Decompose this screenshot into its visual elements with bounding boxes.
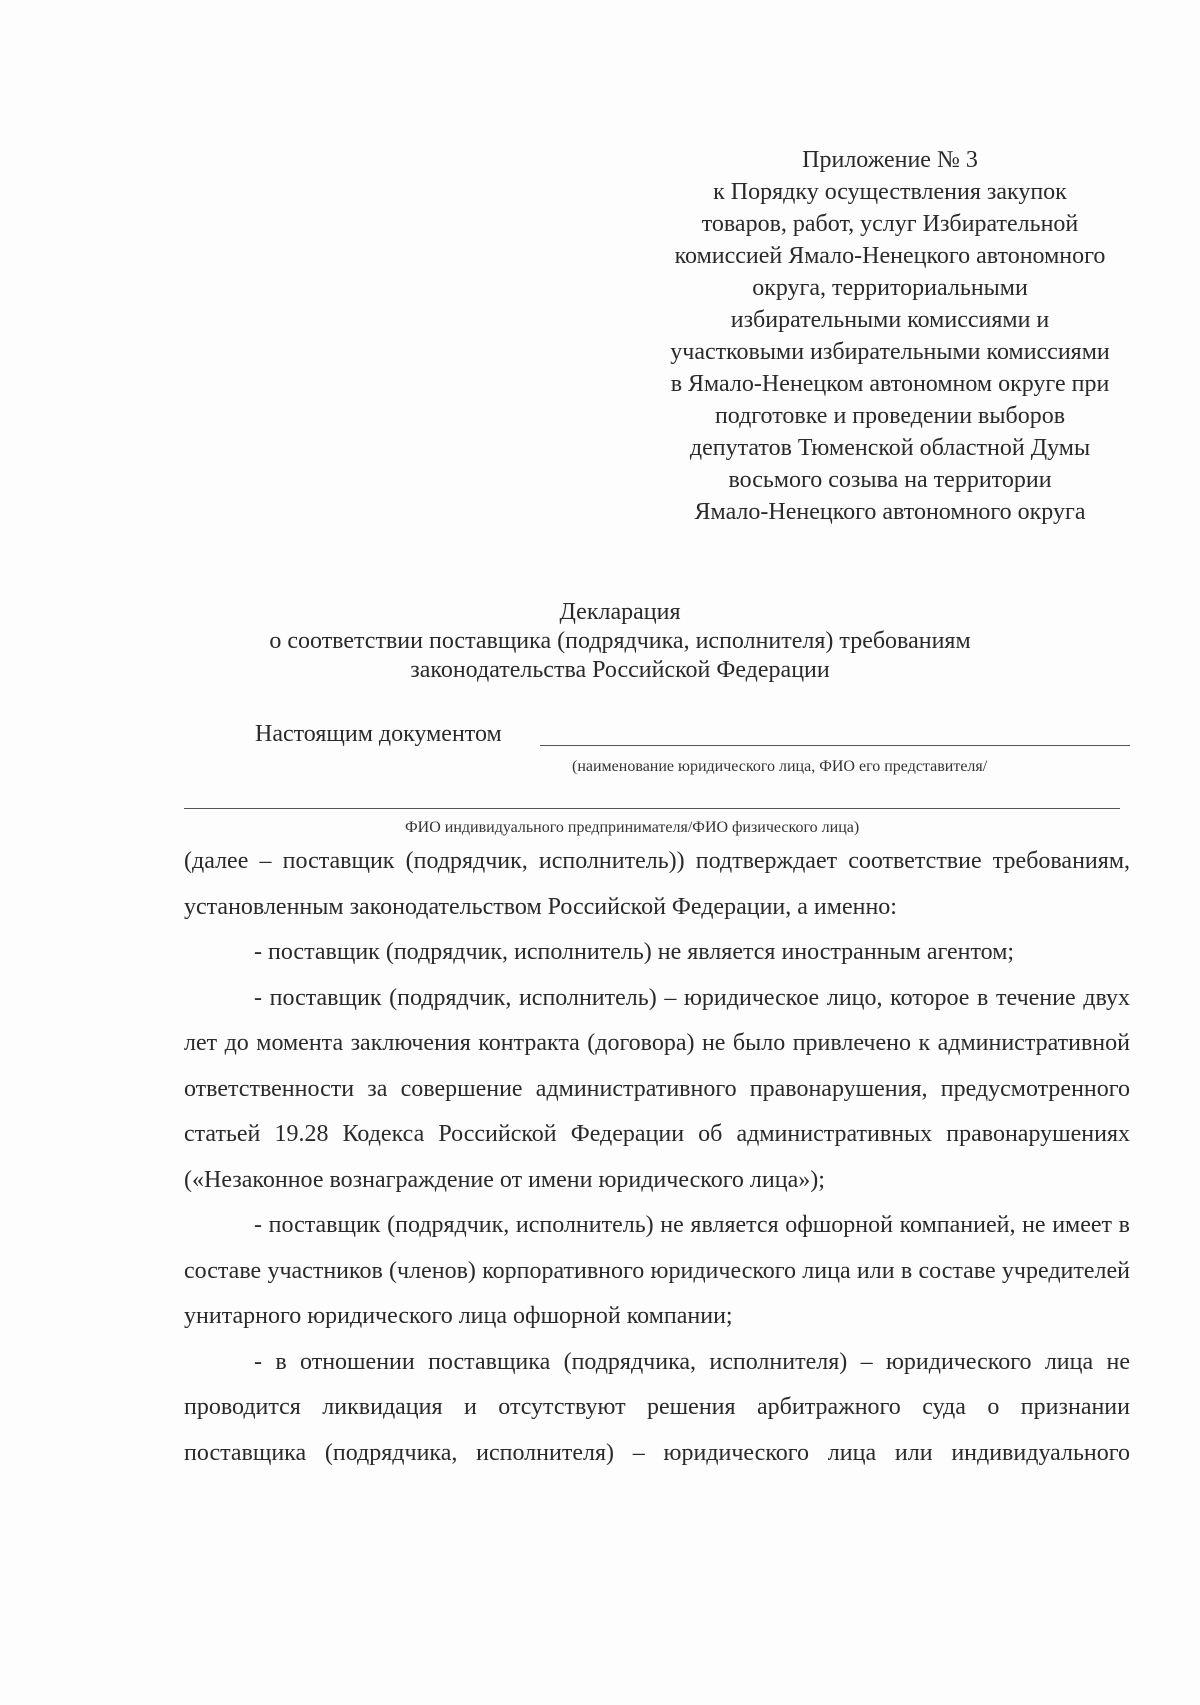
appendix-line: округа, территориальными xyxy=(752,275,1028,301)
appendix-line: избирательными комиссиями и xyxy=(730,307,1050,333)
declaration-title-block xyxy=(180,598,1060,685)
appendix-line: к Порядку осуществления закупок xyxy=(713,179,1067,205)
appendix-line: депутатов Тюменской областной Думы xyxy=(689,435,1091,461)
appendix-line: Приложение № 3 xyxy=(802,147,978,173)
fill-in-caption: ФИО индивидуального предпринимателя/ФИО физического лица) xyxy=(405,819,860,836)
declaration-subtitle: законодательства Российской Федерации xyxy=(410,657,830,683)
appendix-line: товаров, работ, услуг Избирательной xyxy=(701,211,1079,237)
fill-in-line xyxy=(184,808,1120,809)
body-paragraph: - поставщик (подрядчик, исполнитель) не является иностранным агентом; xyxy=(254,939,1015,965)
appendix-line: в Ямало-Ненецком автономном округе при xyxy=(670,371,1110,397)
body-paragraph: - поставщик (подрядчик, исполнитель) – юридическое лицо, которое в течение двух лет до момента заключения контракта (договора) не было привлечено к административной ответственности за совершение административного правонарушения, предусмотренного статьей 19.28 Кодекса Российской Федерации об административных правонарушениях («Незаконное вознаграждение от имени юридического лица»); xyxy=(184,984,1130,1193)
declaration-title: Декларация xyxy=(559,599,681,625)
fill-in-caption: (наименование юридического лица, ФИО его представителя/ xyxy=(572,758,988,775)
appendix-line: восьмого созыва на территории xyxy=(728,467,1052,493)
body-paragraph: - поставщик (подрядчик, исполнитель) не является офшорной компанией, не имеет в составе участников (членов) корпоративного юридического лица или в составе учредителей унитарного юридического лица офшорной компании; xyxy=(184,1212,1130,1329)
appendix-line: подготовке и проведении выборов xyxy=(714,403,1066,429)
appendix-line: участковыми избирательными комиссиями xyxy=(670,339,1110,365)
declaration-body xyxy=(184,839,1130,1476)
intro-text: Настоящим документом xyxy=(255,721,502,747)
fill-in-line xyxy=(540,745,1130,746)
declaration-subtitle: о соответствии поставщика (подрядчика, исполнителя) требованиям xyxy=(269,628,971,654)
appendix-line: Ямало-Ненецкого автономного округа xyxy=(694,499,1086,525)
appendix-line: комиссией Ямало-Ненецкого автономного xyxy=(674,243,1106,269)
body-paragraph: (далее – поставщик (подрядчик, исполнитель)) подтверждает соответствие требованиям, установленным законодательством Российской Федерации, а именно: xyxy=(184,848,1130,920)
appendix-header xyxy=(640,144,1140,528)
body-paragraph: - в отношении поставщика (подрядчика, исполнителя) – юридического лица не проводится ликвидация и отсутствуют решения арбитражного суда о признании поставщика (подрядчика, исполнителя) – юридического лица или индивидуального xyxy=(184,1348,1130,1466)
